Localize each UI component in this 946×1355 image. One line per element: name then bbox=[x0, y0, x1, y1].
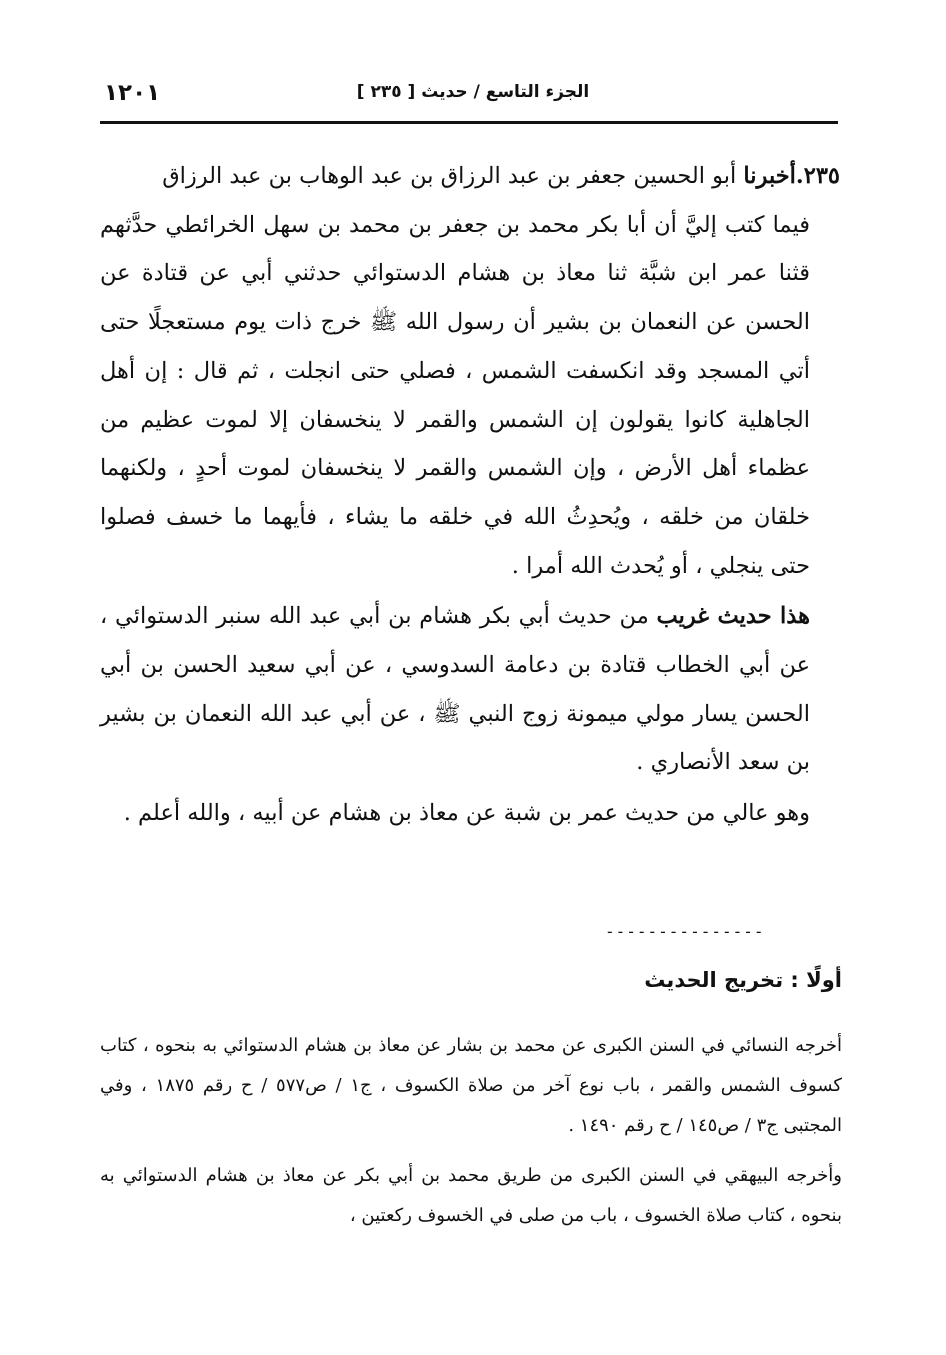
commentary-paragraph-2: وهو عالي من حديث عمر بن شبة عن معاذ بن هشام عن أبيه ، والله أعلم . bbox=[123, 800, 810, 827]
hadith-number: ٢٣٥. bbox=[795, 163, 840, 189]
header-rule bbox=[100, 121, 838, 124]
commentary-lead: هذا حديث غريب bbox=[656, 603, 810, 630]
takhrij-heading: أولًا : تخريج الحديث bbox=[644, 968, 842, 992]
running-header bbox=[100, 78, 846, 118]
takhrij-note: أخرجه النسائي في السنن الكبرى عن محمد بن بشار عن معاذ بن هشام الدستوائي به بنحوه ، كتاب كسوف الشمس والقمر ، باب نوع آخر من صلاة الكسوف ، ج١ / ص٥٧٧ / ح رقم ١٨٧٥ ، وفي المجتبى ج٣ / ص١٤٥ / ح رقم ١٤٩٠ . bbox=[100, 1035, 842, 1136]
running-title: الجزء التاسع / حديث [ ٢٣٥ ] bbox=[356, 82, 590, 102]
commentary-para1-rest: من حديث أبي بكر هشام بن أبي عبد الله سنبر الدستوائي ، عن أبي الخطاب قتادة بن دعامة السدوسي ، عن أبي سعيد الحسن بن أبي الحسن يسار مولي ميمونة زوج النبي ﷺ ، عن أبي عبد الله النعمان بن بشير بن سعد الأنصاري . bbox=[100, 603, 810, 776]
hadith-opening bbox=[100, 152, 840, 201]
takhrij-note: وأخرجه البيهقي في السنن الكبرى من طريق محمد بن أبي بكر عن معاذ بن هشام الدستوائي به بنحوه ، كتاب صلاة الخسوف ، باب من صلى في الخسوف ركعتين ، bbox=[100, 1165, 842, 1226]
hadith-opening-word: أخبرنا bbox=[743, 163, 796, 189]
hadith-text bbox=[100, 152, 840, 838]
commentary-paragraph-1 bbox=[100, 592, 840, 787]
hadith-body: فيما كتب إليَّ أن أبا بكر محمد بن جعفر بن محمد بن سهل الخرائطي حدَّثهم قثنا عمر ابن شبَّة ثنا معاذ بن هشام الدستوائي حدثني أبي عن قتادة عن الحسن عن النعمان بن بشير أن رسول الله ﷺ خرج ذات يوم مستعجلًا حتى أتي المسجد وقد انكسفت الشمس ، فصلي حتى انجلت ، ثم قال : إن أهل الجاهلية كانوا يقولون إن الشمس والقمر لا ينخسفان إلا لموت عظيم من عظماء أهل الأرض ، وإن الشمس والقمر لا ينخسفان لموت أحدٍ ، ولكنهما خلقان من خلقه ، ويُحدِثُ الله في خلقه ما يشاء ، فأيهما ما خسف فصلوا حتى ينجلي ، أو يُحدث الله أمرا . bbox=[100, 211, 810, 579]
takhrij-notes bbox=[100, 1026, 842, 1246]
page-number: ١٢٠١ bbox=[104, 80, 161, 106]
hadith-first-line: أبو الحسين جعفر بن عبد الرزاق بن عبد الوهاب بن عبد الرزاق bbox=[162, 163, 737, 189]
separator-line: --------------- bbox=[605, 922, 765, 941]
